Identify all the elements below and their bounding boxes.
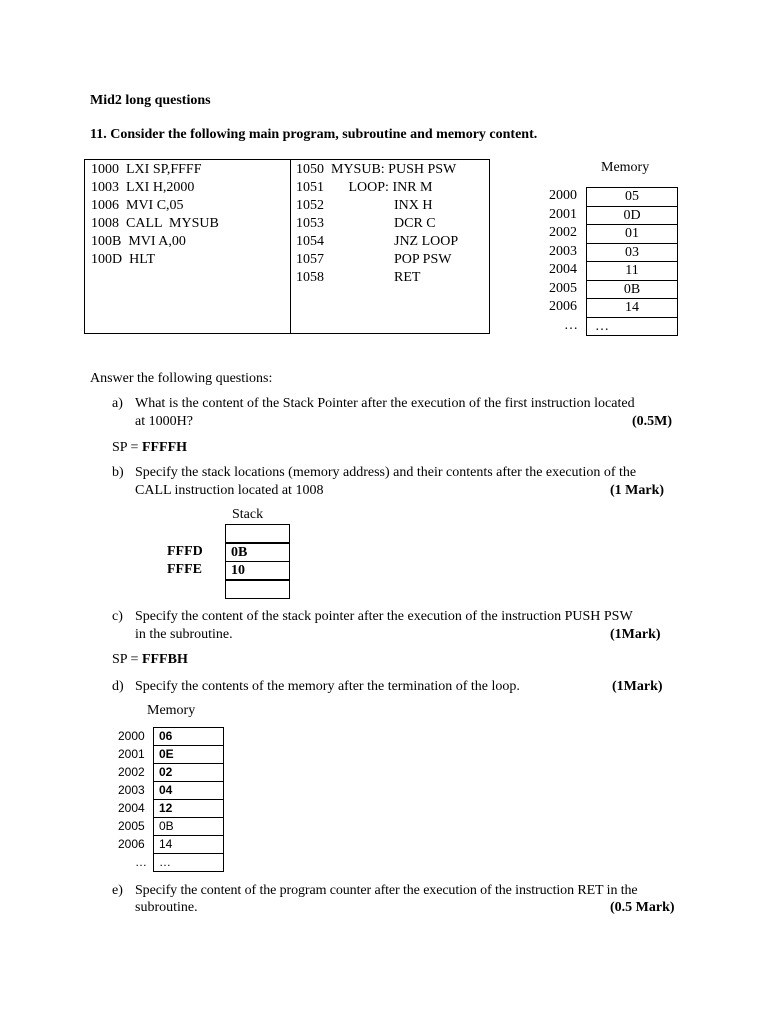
- stack-cell: [225, 524, 290, 543]
- stack-addr: FFFE: [167, 562, 202, 577]
- memory-top-cell: 0B: [586, 280, 678, 300]
- memory-bottom-cell: 0E: [153, 745, 224, 764]
- q-e-text-line2: subroutine.: [135, 900, 198, 915]
- subroutine-line: 1050 MYSUB: PUSH PSW: [296, 162, 457, 177]
- memory-bottom-addr: 2004: [118, 801, 145, 815]
- q-d-text: Specify the contents of the memory after the termination of the loop.: [135, 679, 520, 694]
- memory-top-addr: 2003: [549, 243, 577, 259]
- subroutine-line: 1052 INX H: [296, 198, 433, 213]
- q-a-answer: SP = FFFFH: [112, 440, 188, 455]
- q-e-text-line1: Specify the content of the program counter after the execution of the instruction RET in the: [135, 883, 638, 898]
- program-table-divider: [290, 160, 291, 333]
- memory-top-addr: …: [564, 317, 578, 333]
- main-program-line: 1003 LXI H,2000: [91, 180, 195, 195]
- q-c-text-line1: Specify the content of the stack pointer after the execution of the instruction PUSH PSW: [135, 609, 633, 624]
- q-b-label: b): [112, 465, 124, 480]
- memory-top-addr: 2002: [549, 225, 577, 240]
- q-b-mark: (1 Mark): [610, 483, 665, 498]
- memory-bottom-addr: 2006: [118, 837, 145, 851]
- memory-top-cell: …: [586, 317, 678, 337]
- intro-text: Answer the following questions:: [90, 371, 273, 386]
- q-c-mark: (1Mark): [610, 627, 661, 642]
- memory-top-addr: 2004: [549, 262, 577, 277]
- stack-cell: [225, 580, 290, 599]
- memory-top-cell: 05: [586, 187, 678, 207]
- stack-cell: 0B: [225, 543, 290, 562]
- memory-top-addr: 2000: [549, 188, 577, 203]
- q-d-label: d): [112, 679, 124, 694]
- q-a-text-line1: What is the content of the Stack Pointer after the execution of the first instruction located: [135, 396, 635, 411]
- main-program-line: 100D HLT: [91, 252, 156, 267]
- memory-bottom-cell: 06: [153, 727, 224, 746]
- q-c-answer: SP = FFFBH: [112, 652, 188, 667]
- memory-top-addr: 2005: [549, 280, 577, 296]
- main-program-line: 1006 MVI C,05: [91, 198, 184, 213]
- main-program-line: 1008 CALL MYSUB: [91, 216, 219, 231]
- q-e-label: e): [112, 883, 123, 898]
- subroutine-line: 1051 LOOP: INR M: [296, 180, 433, 195]
- q-e-mark: (0.5 Mark): [610, 900, 675, 915]
- memory-top-addr: 2006: [549, 299, 577, 314]
- stack-addr: FFFD: [167, 543, 203, 559]
- q-b-text-line2: CALL instruction located at 1008: [135, 483, 324, 498]
- memory-bottom-addr: 2005: [118, 819, 145, 833]
- memory-bottom-addr: 2003: [118, 783, 145, 797]
- memory-bottom-cell: 0B: [153, 817, 224, 836]
- memory-top-cell: 03: [586, 243, 678, 263]
- question-title: 11. Consider the following main program, subroutine and memory content.: [90, 127, 538, 142]
- memory-bottom-title: Memory: [147, 703, 196, 718]
- main-program-line: 100B MVI A,00: [91, 234, 186, 249]
- memory-bottom-addr: 2000: [118, 729, 145, 743]
- memory-top-cell: 01: [586, 224, 678, 244]
- memory-bottom-addr: 2002: [118, 765, 145, 779]
- memory-bottom-addr: …: [135, 855, 147, 869]
- q-c-text-line2: in the subroutine.: [135, 627, 233, 642]
- memory-bottom-cell: 12: [153, 799, 224, 818]
- q-b-text-line1: Specify the stack locations (memory address) and their contents after the execution of the: [135, 465, 637, 480]
- main-program-line: 1000 LXI SP,FFFF: [91, 162, 202, 177]
- stack-cell: 10: [225, 561, 290, 580]
- memory-bottom-cell: 14: [153, 835, 224, 854]
- subroutine-line: 1058 RET: [296, 270, 421, 285]
- q-a-label: a): [112, 396, 123, 411]
- memory-top-cell: 14: [586, 298, 678, 318]
- doc-heading: Mid2 long questions: [90, 93, 211, 108]
- memory-top-cell: 11: [586, 261, 678, 281]
- q-d-mark: (1Mark): [612, 679, 663, 694]
- q-a-text-line2: at 1000H?: [135, 414, 193, 429]
- memory-top-title: Memory: [601, 160, 650, 175]
- memory-top-cell: 0D: [586, 206, 678, 226]
- memory-bottom-cell: 04: [153, 781, 224, 800]
- program-table: [84, 159, 490, 334]
- subroutine-line: 1057 POP PSW: [296, 252, 452, 267]
- memory-bottom-addr: 2001: [118, 747, 145, 761]
- q-a-mark: (0.5M): [632, 414, 673, 429]
- stack-title: Stack: [232, 507, 264, 522]
- subroutine-line: 1053 DCR C: [296, 216, 436, 231]
- q-c-label: c): [112, 609, 123, 624]
- memory-bottom-cell: 02: [153, 763, 224, 782]
- memory-top-addr: 2001: [549, 206, 577, 222]
- memory-bottom-cell: …: [153, 853, 224, 872]
- subroutine-line: 1054 JNZ LOOP: [296, 234, 459, 249]
